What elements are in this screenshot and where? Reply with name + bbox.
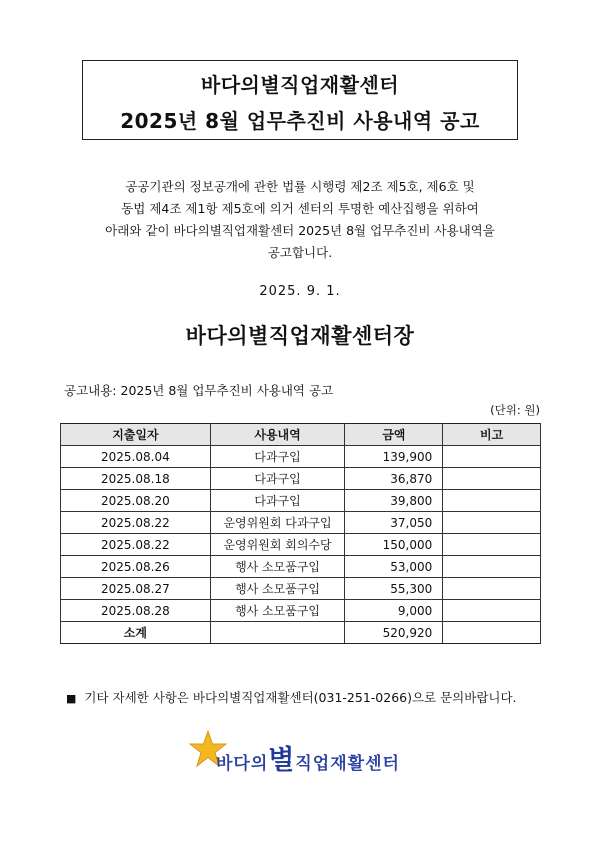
square-bullet-icon: ■ <box>66 692 77 705</box>
cell-item: 다과구입 <box>210 490 345 512</box>
contact-note <box>66 688 517 706</box>
notice-title-box <box>82 60 518 140</box>
subtotal-amount: 520,920 <box>345 622 443 644</box>
cell-amount: 53,000 <box>345 556 443 578</box>
cell-note <box>443 534 541 556</box>
cell-note <box>443 490 541 512</box>
expense-table <box>60 423 541 644</box>
logo-star-letter: 별 <box>268 745 296 776</box>
table-row <box>61 512 541 534</box>
cell-date: 2025.08.28 <box>61 600 211 622</box>
table-row <box>61 446 541 468</box>
cell-amount: 150,000 <box>345 534 443 556</box>
cell-amount: 39,800 <box>345 490 443 512</box>
logo-suffix: 직업재활센터 <box>295 754 400 774</box>
cell-amount: 55,300 <box>345 578 443 600</box>
cell-date: 2025.08.26 <box>61 556 211 578</box>
cell-date: 2025.08.20 <box>61 490 211 512</box>
intro-paragraph <box>60 176 540 264</box>
logo-wordmark <box>216 738 400 777</box>
cell-note <box>443 578 541 600</box>
cell-note <box>443 600 541 622</box>
contact-text: 기타 자세한 사항은 바다의별직업재활센터(031-251-0266)으로 문의바랍니다. <box>84 690 517 705</box>
intro-line: 동법 제4조 제1항 제5호에 의거 센터의 투명한 예산집행을 위하여 <box>121 201 479 216</box>
cell-amount: 9,000 <box>345 600 443 622</box>
header-note: 비고 <box>443 424 541 446</box>
notice-title: 2025년 8월 업무추진비 사용내역 공고 <box>120 109 480 133</box>
cell-amount: 37,050 <box>345 512 443 534</box>
notice-content-label: 공고내용: 2025년 8월 업무추진비 사용내역 공고 <box>64 383 334 398</box>
cell-note <box>443 556 541 578</box>
table-row <box>61 600 541 622</box>
subtotal-note <box>443 622 541 644</box>
header-date: 지출일자 <box>61 424 211 446</box>
table-header-row <box>61 424 541 446</box>
cell-item: 행사 소모품구입 <box>210 578 345 600</box>
header-amount: 금액 <box>345 424 443 446</box>
table-row <box>61 534 541 556</box>
cell-date: 2025.08.22 <box>61 534 211 556</box>
cell-note <box>443 468 541 490</box>
signer-title: 바다의별직업재활센터장 <box>185 324 415 348</box>
notice-date: 2025. 9. 1. <box>259 284 341 299</box>
cell-item: 운영위원회 다과구입 <box>210 512 345 534</box>
center-logo <box>186 728 418 778</box>
header-item: 사용내역 <box>210 424 345 446</box>
center-name-title: 바다의별직업재활센터 <box>200 73 400 97</box>
table-row <box>61 468 541 490</box>
cell-item: 다과구입 <box>210 468 345 490</box>
cell-amount: 36,870 <box>345 468 443 490</box>
cell-amount: 139,900 <box>345 446 443 468</box>
table-row <box>61 578 541 600</box>
logo-prefix: 바다의 <box>216 754 269 774</box>
unit-label: (단위: 원) <box>490 403 540 417</box>
cell-date: 2025.08.22 <box>61 512 211 534</box>
cell-item: 행사 소모품구입 <box>210 600 345 622</box>
cell-item: 운영위원회 회의수당 <box>210 534 345 556</box>
intro-line: 아래와 같이 바다의별직업재활센터 2025년 8월 업무추진비 사용내역을 <box>105 223 495 238</box>
table-row <box>61 556 541 578</box>
cell-date: 2025.08.27 <box>61 578 211 600</box>
cell-note <box>443 446 541 468</box>
subtotal-row <box>61 622 541 644</box>
cell-date: 2025.08.04 <box>61 446 211 468</box>
subtotal-label: 소계 <box>61 622 211 644</box>
intro-line: 공공기관의 정보공개에 관한 법률 시행령 제2조 제5호, 제6호 및 <box>125 179 475 194</box>
intro-line: 공고합니다. <box>267 245 333 260</box>
table-row <box>61 490 541 512</box>
cell-date: 2025.08.18 <box>61 468 211 490</box>
cell-item: 행사 소모품구입 <box>210 556 345 578</box>
cell-note <box>443 512 541 534</box>
cell-item: 다과구입 <box>210 446 345 468</box>
subtotal-empty <box>210 622 345 644</box>
